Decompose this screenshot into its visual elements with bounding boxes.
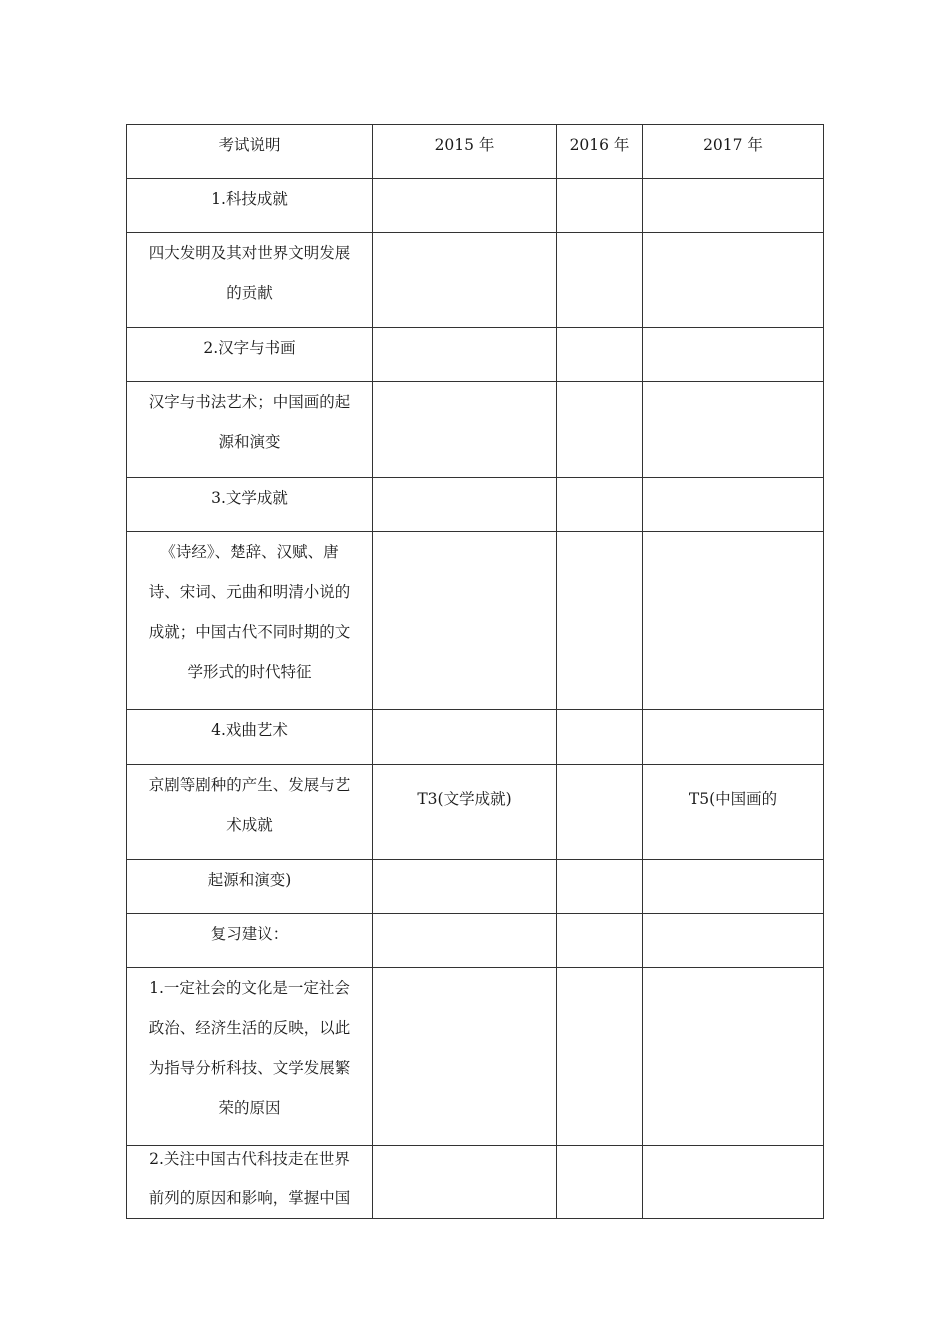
table-row: [127, 532, 824, 710]
table-cell: [643, 478, 824, 532]
table-cell: [373, 860, 557, 914]
table-cell: 4.戏曲艺术: [127, 710, 373, 765]
table-cell: [557, 710, 643, 765]
table-cell: 四大发明及其对世界文明发展 的贡献: [127, 233, 373, 328]
header-cell-2015: 2015 年: [373, 125, 557, 179]
table-row: [127, 328, 824, 382]
table-row: [127, 382, 824, 478]
table-cell: 3.文学成就: [127, 478, 373, 532]
table-row: [127, 765, 824, 860]
table-cell: 京剧等剧种的产生、发展与艺 术成就: [127, 765, 373, 860]
table-cell: [557, 860, 643, 914]
table-cell: [643, 233, 824, 328]
table-cell: [643, 1146, 824, 1219]
table-cell: [557, 478, 643, 532]
table-cell: [373, 710, 557, 765]
table-cell: [643, 710, 824, 765]
table-cell: [373, 179, 557, 233]
table-cell: T3(文学成就): [373, 765, 557, 860]
table-cell: 汉字与书法艺术；中国画的起 源和演变: [127, 382, 373, 478]
table-cell: [643, 382, 824, 478]
table-cell: [373, 1146, 557, 1219]
table-cell: [557, 233, 643, 328]
table-cell: 《诗经》、楚辞、汉赋、唐 诗、宋词、元曲和明清小说的 成就；中国古代不同时期的文 学形式的时代特征: [127, 532, 373, 710]
table-cell: [373, 233, 557, 328]
table-cell: [643, 328, 824, 382]
table-cell: [373, 914, 557, 968]
table-row: [127, 233, 824, 328]
table-cell: [557, 382, 643, 478]
header-cell-2017: 2017 年: [643, 125, 824, 179]
table-row: [127, 179, 824, 233]
table-cell: [373, 478, 557, 532]
table-cell: 起源和演变): [127, 860, 373, 914]
exam-table: [126, 124, 824, 1219]
table-cell: 2.汉字与书画: [127, 328, 373, 382]
table-cell: [643, 179, 824, 233]
table-cell: [557, 328, 643, 382]
table-row: [127, 478, 824, 532]
table-cell: [373, 328, 557, 382]
table-cell: [557, 532, 643, 710]
table-cell: [557, 968, 643, 1146]
table-row: [127, 968, 824, 1146]
table-cell: [373, 968, 557, 1146]
table-row: [127, 860, 824, 914]
table-header-row: [127, 125, 824, 179]
table-cell: [643, 532, 824, 710]
table-cell: [557, 765, 643, 860]
table-row: [127, 914, 824, 968]
table-row: [127, 710, 824, 765]
table-cell: 1.科技成就: [127, 179, 373, 233]
table-cell: [643, 914, 824, 968]
table-cell: [643, 860, 824, 914]
table-cell: [557, 179, 643, 233]
table-cell: T5(中国画的: [643, 765, 824, 860]
table-cell: [373, 532, 557, 710]
table-cell: [373, 382, 557, 478]
table-row: [127, 1146, 824, 1219]
table-cell: [643, 968, 824, 1146]
table-cell: [557, 1146, 643, 1219]
header-cell-2016: 2016 年: [557, 125, 643, 179]
header-cell-description: 考试说明: [127, 125, 373, 179]
table-cell: 2.关注中国古代科技走在世界 前列的原因和影响，掌握中国: [127, 1146, 373, 1219]
table-cell: 复习建议：: [127, 914, 373, 968]
table-cell: 1.一定社会的文化是一定社会 政治、经济生活的反映，以此 为指导分析科技、文学发展繁 荣的原因: [127, 968, 373, 1146]
table-cell: [557, 914, 643, 968]
